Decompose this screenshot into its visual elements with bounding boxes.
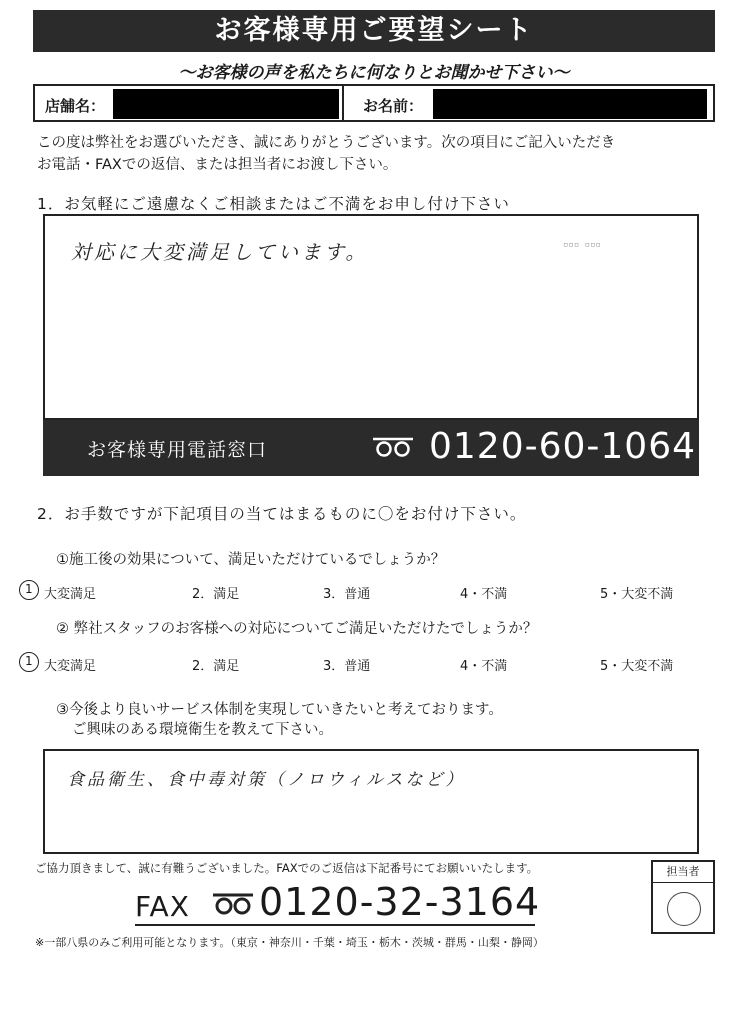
sub1-option-2: 2．満足 bbox=[192, 587, 240, 602]
staff-label: 担当者 bbox=[653, 862, 713, 883]
sub2-option-5: 5・大変不満 bbox=[600, 659, 674, 674]
phone-number: 0120-60-1064 bbox=[429, 426, 697, 467]
name-redaction bbox=[433, 89, 707, 119]
subquestion-3-answer-box bbox=[43, 749, 699, 854]
name-label: お名前： bbox=[363, 97, 424, 115]
freedial-icon bbox=[371, 436, 415, 458]
sub2-option-3: 3．普通 bbox=[323, 659, 371, 674]
staff-stamp bbox=[667, 892, 701, 926]
scan-artifact: ▫▫▫ ▫▫▫ bbox=[563, 240, 601, 250]
sub2-option-1: 大変満足 bbox=[44, 659, 97, 674]
thanks-text: ご協力頂きまして、誠に有難うございました。FAXでのご返信は下記番号にてお願いいたします。 bbox=[35, 861, 539, 875]
sub2-option-4: 4・不満 bbox=[460, 659, 508, 674]
sub1-option-1: 大変満足 bbox=[44, 587, 97, 602]
subquestion-1: ①施工後の効果について、満足いただけているでしょうか？ bbox=[56, 552, 446, 568]
sub2-option-2: 2．満足 bbox=[192, 659, 240, 674]
subquestion-3-line-2: ご興味のある環境衛生を教えて下さい。 bbox=[72, 722, 333, 738]
footnote: ※一部八県のみご利用可能となります。（東京・神奈川・千葉・埼玉・栃木・茨城・群馬・山梨・静岡） bbox=[35, 936, 544, 949]
page-subtitle: ～お客様の声を私たちに何なりとお聞かせ下さい～ bbox=[178, 63, 570, 83]
option-mark-1: 1 bbox=[25, 582, 33, 596]
question-1-answer-box bbox=[43, 214, 699, 420]
subquestion-2: ② 弊社スタッフのお客様への対応についてご満足いただけたでしょうか？ bbox=[56, 621, 538, 637]
staff-box bbox=[651, 860, 715, 934]
store-label: 店舗名： bbox=[45, 97, 106, 115]
sub1-option-4: 4・不満 bbox=[460, 587, 508, 602]
store-redaction bbox=[113, 89, 339, 119]
question-1-answer: 対応に大変満足しています。 bbox=[71, 240, 369, 264]
info-divider bbox=[342, 86, 344, 120]
fax-number: 0120-32-3164 bbox=[259, 880, 541, 924]
subquestion-3-line-1: ③今後より良いサービス体制を実現していきたいと考えております。 bbox=[56, 702, 503, 718]
question-1-label: 1．お気軽にご遠慮なくご相談またはご不満をお申し付け下さい bbox=[37, 195, 510, 213]
page-title: お客様専用ご要望シート bbox=[33, 10, 715, 52]
option-mark-2: 1 bbox=[25, 654, 33, 668]
fax-underline bbox=[135, 924, 535, 926]
freedial-icon bbox=[211, 892, 255, 916]
phone-label: お客様専用電話窓口 bbox=[87, 439, 268, 461]
sub1-option-3: 3．普通 bbox=[323, 587, 371, 602]
intro-line-2: お電話・FAXでの返信、または担当者にお渡し下さい。 bbox=[37, 157, 398, 173]
customer-info-box bbox=[33, 84, 715, 122]
customer-phone-bar bbox=[43, 420, 699, 476]
question-2-label: 2．お手数ですが下記項目の当てはまるものに〇をお付け下さい。 bbox=[37, 505, 527, 523]
intro-line-1: この度は弊社をお選びいただき、誠にありがとうございます。次の項目にご記入いただき bbox=[37, 135, 616, 151]
intro-text bbox=[37, 132, 717, 176]
subquestion-3-answer: 食品衛生、食中毒対策（ノロウィルスなど） bbox=[67, 770, 466, 790]
sub1-option-5: 5・大変不満 bbox=[600, 587, 674, 602]
fax-label: FAX bbox=[135, 890, 190, 923]
